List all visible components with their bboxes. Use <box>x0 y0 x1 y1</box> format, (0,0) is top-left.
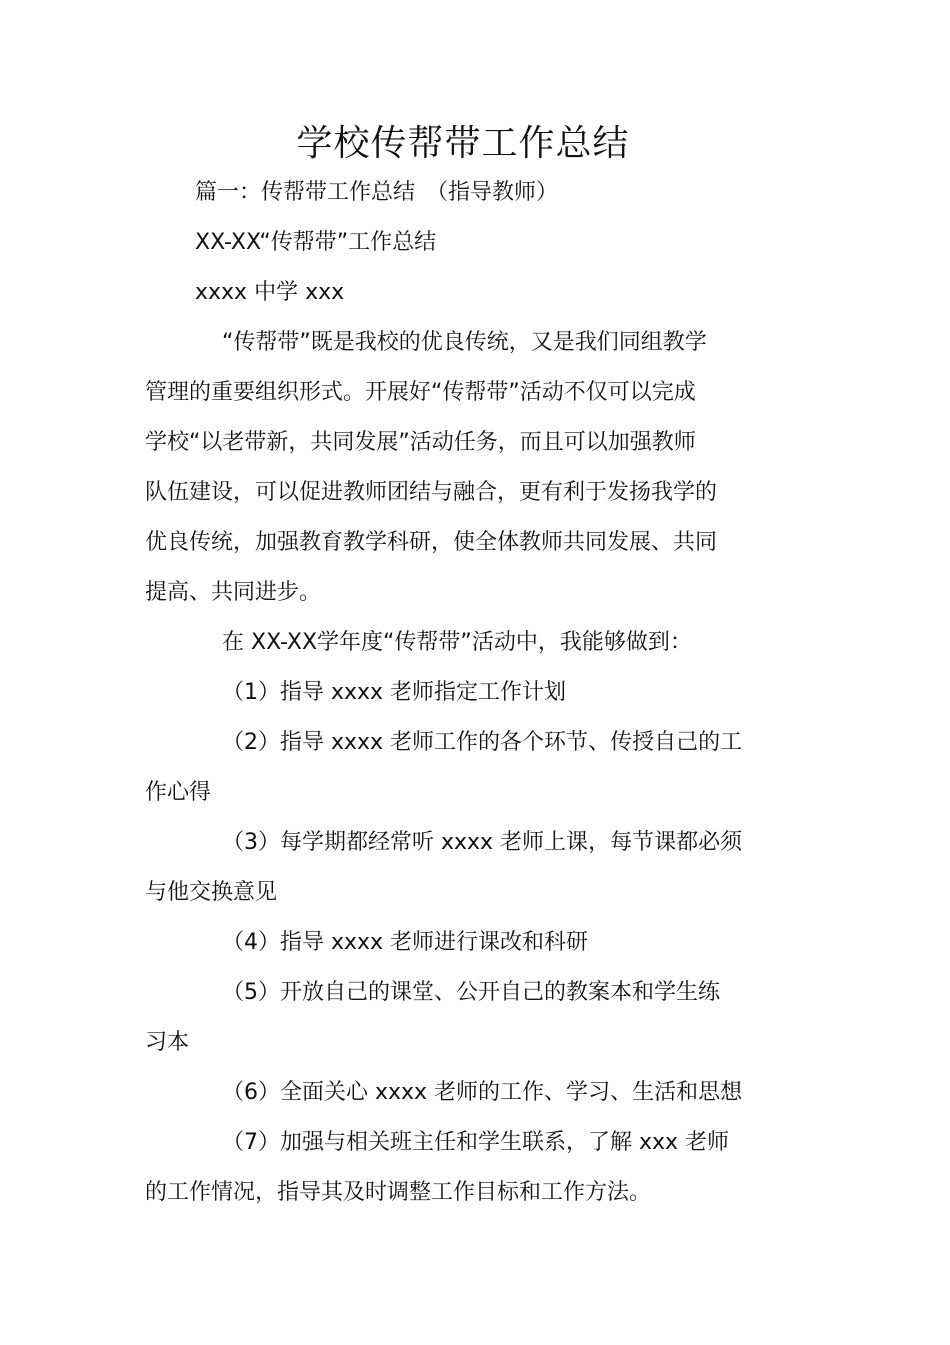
list-item: （6）全面关心 xxxx 老师的工作、学习、生活和思想 <box>222 1080 743 1105</box>
list-item: （2）指导 xxxx 老师工作的各个环节、传授自己的工 <box>222 730 743 755</box>
paragraph-line: “传帮带”既是我校的优良传统，又是我们同组教学 <box>222 330 707 355</box>
document-title: 学校传帮带工作总结 <box>296 123 630 164</box>
list-item-continuation: 习本 <box>145 1030 190 1055</box>
paragraph-line: 管理的重要组织形式。开展好“传帮带”活动不仅可以完成 <box>145 380 696 405</box>
list-item-continuation: 的工作情况，指导其及时调整工作目标和工作方法。 <box>145 1180 652 1205</box>
subtitle: 篇一：传帮带工作总结 （指导教师） <box>195 180 559 205</box>
list-item: （3）每学期都经常听 xxxx 老师上课，每节课都必须 <box>222 830 743 855</box>
list-item-continuation: 与他交换意见 <box>145 880 278 905</box>
author-line: xxxx 中学 xxx <box>195 280 345 305</box>
list-item: （5）开放自己的课堂、公开自己的教案本和学生练 <box>222 980 720 1005</box>
paragraph-line: 队伍建设，可以促进教师团结与融合，更有利于发扬我学的 <box>145 480 718 505</box>
list-item-continuation: 作心得 <box>145 780 212 805</box>
list-item: （4）指导 xxxx 老师进行课改和科研 <box>222 930 589 955</box>
intro-line: 在 XX-XX学年度“传帮带”活动中，我能够做到： <box>222 630 692 655</box>
list-item: （1）指导 xxxx 老师指定工作计划 <box>222 680 567 705</box>
paragraph-line: 优良传统，加强教育教学科研，使全体教师共同发展、共同 <box>145 530 718 555</box>
summary-heading: XX-XX“传帮带”工作总结 <box>195 230 437 255</box>
list-item: （7）加强与相关班主任和学生联系，了解 xxx 老师 <box>222 1130 730 1155</box>
paragraph-line: 学校“以老带新，共同发展”活动任务，而且可以加强教师 <box>145 430 696 455</box>
paragraph-line: 提高、共同进步。 <box>145 580 322 605</box>
